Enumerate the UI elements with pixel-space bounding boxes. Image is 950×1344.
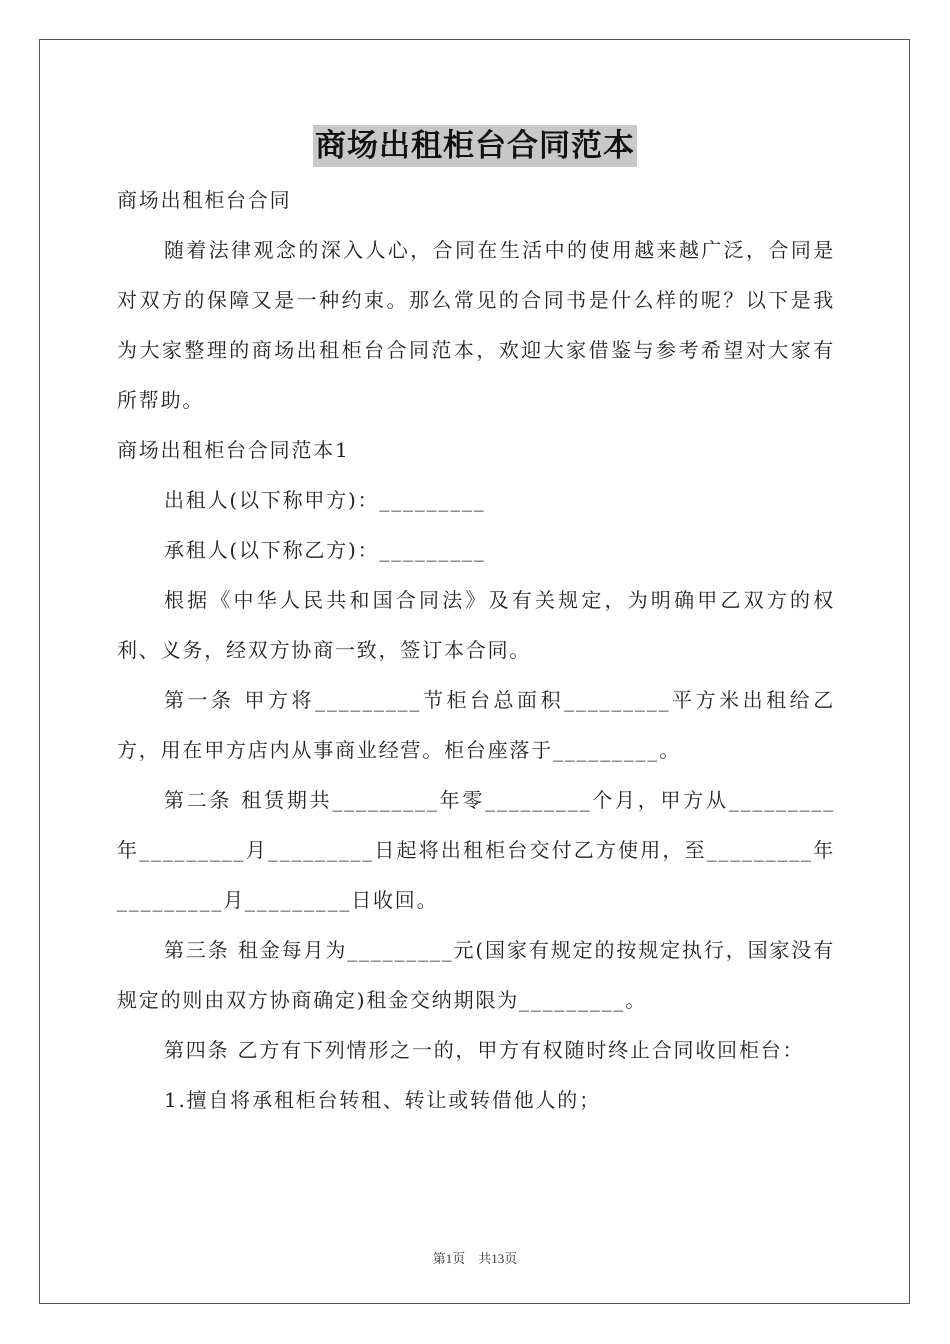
paragraph: 第四条 乙方有下列情形之一的，甲方有权随时终止合同收回柜台：	[164, 1038, 805, 1062]
document-title: 商场出租柜台合同范本	[313, 125, 637, 167]
paragraph: 1.擅自将承租柜台转租、转让或转借他人的；	[164, 1088, 601, 1112]
paragraph: 随着法律观念的深入人心，合同在生活中的使用越来越广泛，合同是对双方的保障又是一种约束。那么常见的合同书是什么样的呢？以下是我为大家整理的商场出租柜台合同范本，欢迎大家借鉴与参考希望对大家有所帮助。	[117, 238, 835, 412]
paragraph: 第二条 租赁期共_________年零_________个月，甲方从_________年_________月_________日起将出租柜台交付乙方使用，至_________年_________月_________日收回。	[117, 788, 835, 912]
title-area	[0, 125, 950, 167]
paragraph: 承租人(以下称乙方)：_________	[164, 538, 486, 562]
paragraph: 商场出租柜台合同范本1	[117, 438, 350, 462]
paragraph: 根据《中华人民共和国合同法》及有关规定，为明确甲乙双方的权利、义务，经双方协商一致，签订本合同。	[117, 588, 835, 662]
document-body	[117, 175, 835, 1125]
paragraph: 第一条 甲方将_________节柜台总面积_________平方米出租给乙方，用在甲方店内从事商业经营。柜台座落于_________。	[117, 688, 835, 762]
paragraph: 第三条 租金每月为_________元(国家有规定的按规定执行，国家没有规定的则由双方协商确定)租金交纳期限为_________。	[117, 938, 835, 1012]
page-number-footer: 第1页 共13页	[432, 1251, 518, 1266]
paragraph: 出租人(以下称甲方)：_________	[164, 488, 486, 512]
paragraph: 商场出租柜台合同	[117, 188, 292, 212]
